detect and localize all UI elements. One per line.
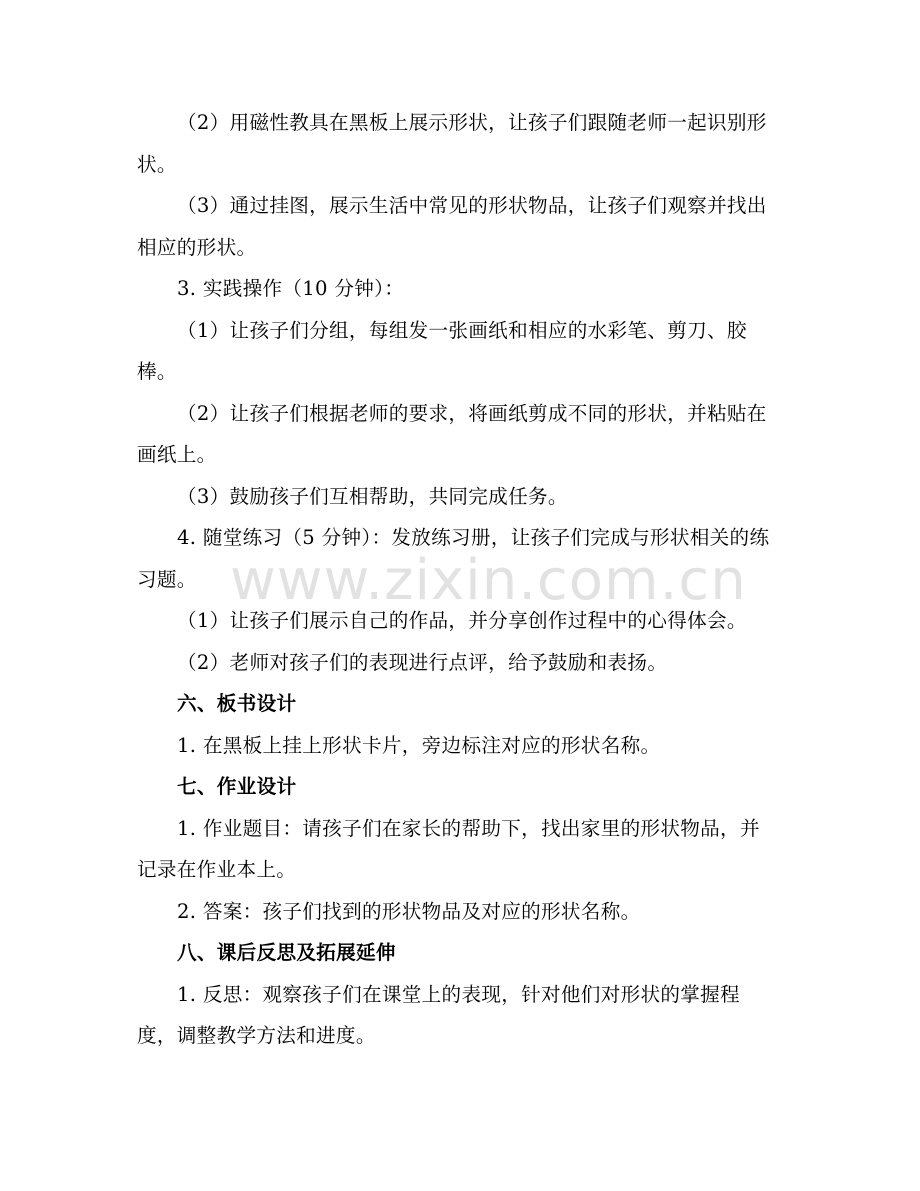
paragraph: 1. 作业题目：请孩子们在家长的帮助下，找出家里的形状物品，并记录在作业本上。 [137,816,760,881]
section-heading: 七、作业设计 [177,775,297,798]
paragraph: （2）用磁性教具在黑板上展示形状，让孩子们跟随老师一起识别形状。 [137,111,767,176]
paragraph: 1. 在黑板上挂上形状卡片，旁边标注对应的形状名称。 [177,733,661,757]
paragraph: （3）鼓励孩子们互相帮助，共同完成任务。 [177,484,568,508]
paragraph: 1. 反思：观察孩子们在课堂上的表现，针对他们对形状的掌握程度，调整教学方法和进度。 [137,982,740,1047]
paragraph: （3）通过挂图，展示生活中常见的形状物品，让孩子们观察并找出相应的形状。 [137,194,767,259]
paragraph: （1）让孩子们分组，每组发一张画纸和相应的水彩笔、剪刀、胶棒。 [137,318,747,383]
paragraph: 2. 答案：孩子们找到的形状物品及对应的形状名称。 [177,899,641,923]
paragraph: 3. 实践操作（10 分钟）： [177,277,405,300]
section-heading: 六、板书设计 [177,692,297,715]
document-body [137,102,777,1057]
paragraph: （2）让孩子们根据老师的要求，将画纸剪成不同的形状，并粘贴在画纸上。 [137,401,767,466]
paragraph: （2）老师对孩子们的表现进行点评，给予鼓励和表扬。 [177,650,668,674]
paragraph: 4. 随堂练习（5 分钟）：发放练习册，让孩子们完成与形状相关的练习题。 [137,526,770,591]
watermark: www.zixin.com.cn [230,548,747,613]
section-heading: 八、课后反思及拓展延伸 [177,941,396,964]
paragraph: （1）让孩子们展示自己的作品，并分享创作过程中的心得体会。 [177,609,747,632]
